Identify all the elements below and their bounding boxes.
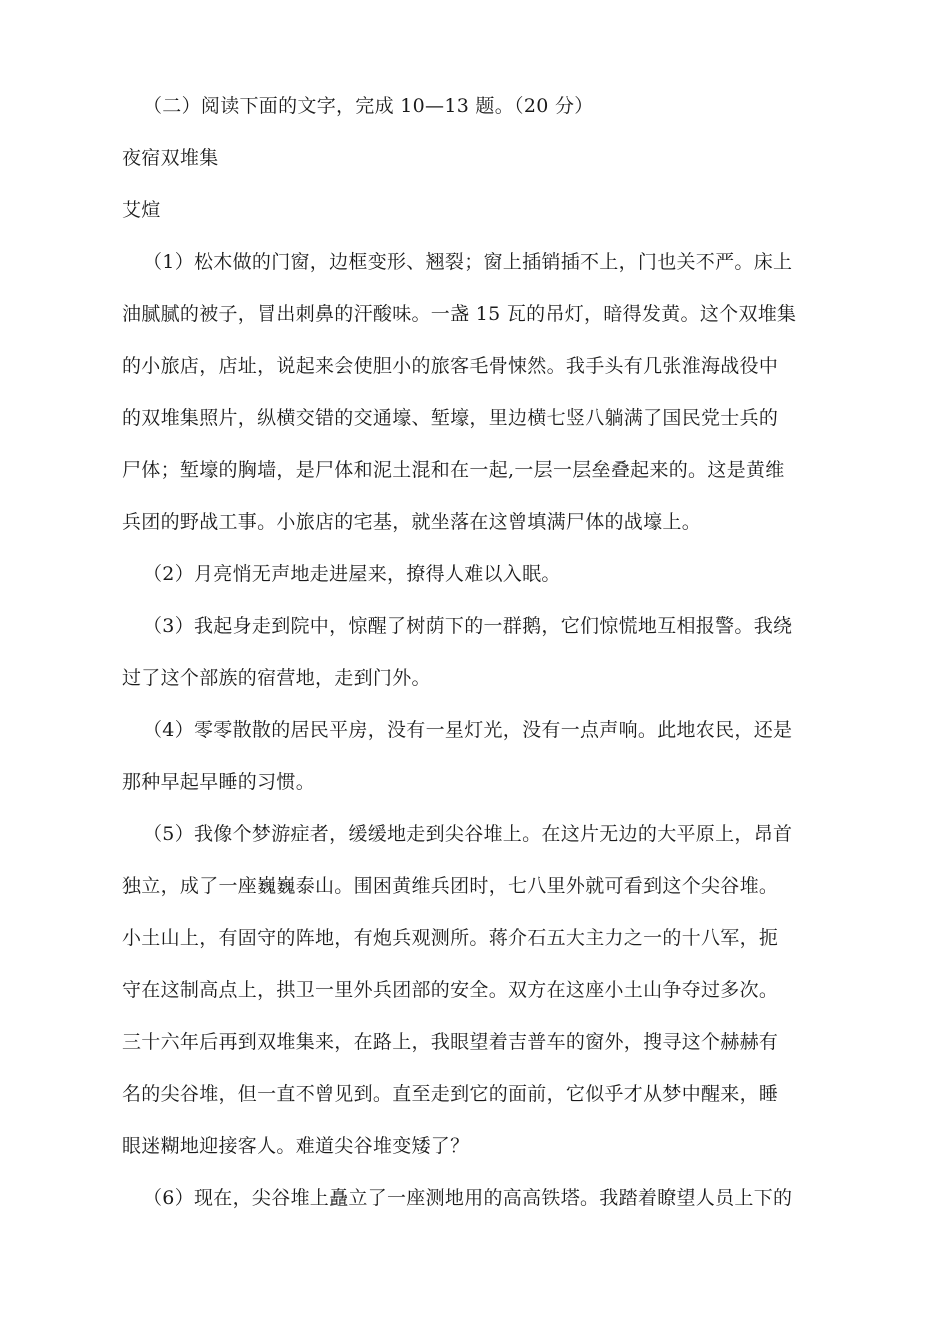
paragraph-line: 的双堆集照片，纵横交错的交通壕、堑壕，里边横七竖八躺满了国民党士兵的 bbox=[122, 407, 779, 429]
paragraph bbox=[122, 548, 822, 600]
paragraph-line: 的小旅店，店址，说起来会使胆小的旅客毛骨悚然。我手头有几张淮海战役中 bbox=[122, 355, 779, 377]
paragraph-line: 那种早起早睡的习惯。 bbox=[122, 771, 316, 793]
paragraph-line: （5）我像个梦游症者，缓缓地走到尖谷堆上。在这片无边的大平原上，昂首 bbox=[143, 823, 793, 845]
article-title bbox=[122, 132, 822, 184]
paragraph bbox=[122, 808, 822, 1172]
section-heading-text: （二）阅读下面的文字，完成 10—13 题。（20 分） bbox=[143, 95, 594, 117]
paragraph-line: 名的尖谷堆，但一直不曾见到。直至走到它的面前，它似乎才从梦中醒来，睡 bbox=[122, 1083, 779, 1105]
paragraph-line: 眼迷糊地迎接客人。难道尖谷堆变矮了？ bbox=[122, 1135, 470, 1157]
paragraph-line: 油腻腻的被子，冒出刺鼻的汗酸味。一盏 15 瓦的吊灯，暗得发黄。这个双堆集 bbox=[122, 303, 797, 325]
article-author bbox=[122, 184, 822, 236]
paragraph bbox=[122, 1172, 822, 1224]
paragraph-line: （1）松木做的门窗，边框变形、翘裂；窗上插销插不上，门也关不严。床上 bbox=[143, 251, 793, 273]
paragraph-line: （3）我起身走到院中，惊醒了树荫下的一群鹅，它们惊慌地互相报警。我绕 bbox=[143, 615, 793, 637]
paragraph-line: （2）月亮悄无声地走进屋来，撩得人难以入眠。 bbox=[143, 563, 561, 585]
paragraph-line: 尸体；堑壕的胸墙，是尸体和泥土混和在一起,一层一层垒叠起来的。这是黄维 bbox=[122, 459, 785, 481]
article-title-text: 夜宿双堆集 bbox=[122, 147, 219, 169]
paragraph-line: （4）零零散散的居民平房，没有一星灯光，没有一点声响。此地农民，还是 bbox=[143, 719, 793, 741]
paragraph-line: 守在这制高点上，拱卫一里外兵团部的安全。双方在这座小土山争夺过多次。 bbox=[122, 979, 779, 1001]
paragraph-line: （6）现在，尖谷堆上矗立了一座测地用的高高铁塔。我踏着瞭望人员上下的 bbox=[143, 1187, 793, 1209]
paragraph-line: 三十六年后再到双堆集来，在路上，我眼望着吉普车的窗外，搜寻这个赫赫有 bbox=[122, 1031, 779, 1053]
paragraph-line: 兵团的野战工事。小旅店的宅基，就坐落在这曾填满尸体的战壕上。 bbox=[122, 511, 702, 533]
paragraph-line: 过了这个部族的宿营地，走到门外。 bbox=[122, 667, 431, 689]
paragraph-line: 小土山上，有固守的阵地，有炮兵观测所。蒋介石五大主力之一的十八军，扼 bbox=[122, 927, 779, 949]
paragraph bbox=[122, 704, 822, 808]
article-body bbox=[122, 236, 822, 1224]
section-heading bbox=[122, 80, 843, 132]
paragraph-line: 独立，成了一座巍巍泰山。围困黄维兵团时，七八里外就可看到这个尖谷堆。 bbox=[122, 875, 779, 897]
paragraph bbox=[122, 600, 822, 704]
article-author-text: 艾煊 bbox=[122, 199, 161, 221]
paragraph bbox=[122, 236, 822, 548]
